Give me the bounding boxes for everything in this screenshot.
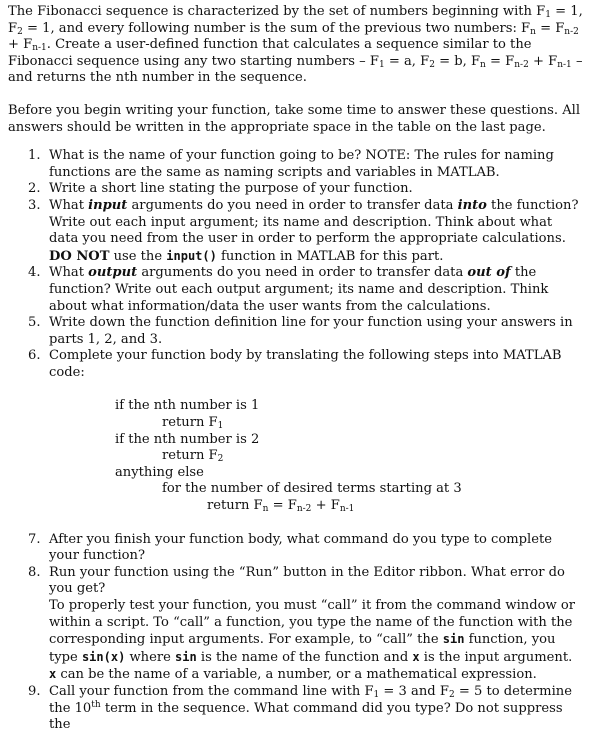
code-inline: sin: [175, 649, 197, 664]
question-text: where: [125, 649, 176, 665]
subscript: 2: [429, 59, 435, 70]
question-number: 7.: [28, 531, 41, 547]
question-text: What is the name of your function going to be? NOTE: The rules for naming functions are the same as naming scripts and variables in MATLAB.: [49, 148, 554, 180]
question-text: What: [49, 265, 89, 281]
question-list: [8, 148, 583, 734]
question-number: 6.: [28, 348, 41, 364]
pseudocode-line: [49, 415, 583, 432]
question-text: Complete your function body by translating the following steps into MATLAB code:: [49, 348, 562, 380]
question-text: function in MATLAB for this part.: [216, 248, 444, 264]
subscript: n-1: [32, 43, 47, 54]
subscript: n: [530, 26, 536, 37]
intro-text: = 1, and every following number is the sum of the previous two numbers: F: [22, 20, 531, 36]
question-item: [28, 532, 583, 565]
code-inline: sin: [442, 632, 465, 647]
pseudocode-line: [49, 448, 583, 465]
question-item: [28, 315, 583, 348]
intro-text: = a, F: [384, 53, 430, 69]
question-text: use the: [109, 248, 167, 264]
question-number: 2.: [28, 181, 41, 197]
question-item: [28, 265, 583, 315]
subscript: 1: [217, 421, 224, 432]
question-text: is the name of the function and: [196, 649, 413, 665]
subscript: 1: [373, 689, 380, 700]
superscript: th: [91, 699, 101, 710]
question-text: arguments do you need in order to transfer data: [127, 197, 458, 213]
emphasis-text: output: [88, 265, 138, 281]
subscript: n: [262, 504, 269, 515]
subscript: 1: [378, 59, 385, 70]
pseudocode-line: [49, 498, 583, 515]
emphasis-text: input: [88, 197, 128, 213]
question-text: What: [49, 197, 89, 213]
question-text: After you finish your function body, what command do you type to complete your function?: [49, 531, 553, 564]
intro-text: – and returns the nth number in the sequence.: [8, 53, 583, 86]
intro-text: = 1, F: [8, 4, 583, 36]
question-number: 5.: [28, 315, 41, 331]
pseudocode-block: [49, 398, 583, 514]
pseudocode-text: return F: [207, 498, 263, 514]
subscript: n: [480, 59, 486, 70]
question-text: function, you type: [49, 632, 556, 665]
subscript: n-2: [564, 26, 579, 37]
question-text: is the input argument.: [419, 649, 573, 665]
intro-text: = F: [485, 53, 515, 69]
subscript: n-2: [296, 504, 312, 515]
question-text: Write a short line stating the purpose of your function.: [49, 181, 413, 197]
emphasis-text: out of: [467, 265, 511, 281]
question-text: the function? Write out each output argument; its name and description. Think about what information/data the user wants from the calculations.: [49, 265, 549, 314]
subscript: n-1: [557, 59, 572, 70]
question-number: 8.: [28, 564, 41, 580]
question-text: Call your function from the command line with F: [49, 683, 374, 699]
question-item: [28, 684, 583, 734]
question-number: 4.: [28, 265, 41, 281]
code-inline: x: [49, 667, 57, 682]
intro-text: = b, F: [434, 53, 481, 69]
emphasis-text: DO NOT: [49, 248, 110, 264]
question-number: 1.: [28, 148, 41, 164]
subscript: 2: [17, 26, 23, 37]
pseudocode-text: return F: [162, 415, 218, 431]
emphasis-text: into: [457, 197, 487, 213]
code-inline: input(): [166, 248, 217, 263]
pseudocode-text: return F: [162, 448, 218, 464]
pseudocode-line: anything else: [115, 464, 204, 480]
question-number: 3.: [28, 197, 41, 213]
subscript: 2: [217, 454, 224, 465]
pseudocode-text: + F: [311, 498, 340, 514]
question-text: = 5 to determine the 10: [49, 683, 572, 716]
question-item: [28, 348, 583, 514]
intro-text: + F: [8, 37, 33, 53]
instructions-paragraph: Before you begin writing your function, take some time to answer these questions. All answers should be written in the appropriate space in the table on the last page.: [8, 102, 581, 135]
question-text: the function? Write out each input argument; its name and description. Think about what data you need from the user in order to perform the appropriate calculations.: [49, 197, 579, 247]
question-text: can be the name of a variable, a number, or a mathematical expression.: [56, 667, 537, 683]
question-text: Write down the function definition line for your function using your answers in parts 1, 2, and 3.: [49, 315, 573, 347]
code-inline: x: [412, 649, 420, 664]
question-item: [28, 565, 583, 684]
intro-paragraph: [8, 0, 583, 87]
pseudocode-line: for the number of desired terms starting at 3: [162, 481, 462, 497]
intro-text: . Create a user-defined function that calculates a sequence similar to the Fibonacci sequence using any two starting numbers – F: [8, 37, 532, 69]
intro-text: + F: [528, 53, 558, 69]
intro-text: = F: [535, 20, 565, 36]
question-text: To properly test your function, you must “call” it from the command window or within a script. To “call” a function, you type the name of the function with the corresponding input arguments. For example, to “call” the: [49, 598, 575, 648]
intro-text: The Fibonacci sequence is characterized by the set of numbers beginning with F: [8, 4, 546, 19]
pseudocode-text: = F: [268, 498, 297, 514]
question-text: term in the sequence. What command did you type? Do not suppress the: [49, 700, 563, 733]
question-explanation: [49, 598, 583, 684]
subscript: n-2: [514, 59, 529, 70]
question-text: arguments do you need in order to transfer data: [137, 265, 468, 281]
question-item: [28, 181, 583, 198]
question-text: = 3 and F: [379, 683, 449, 699]
question-item: [28, 148, 583, 181]
subscript: 2: [448, 689, 455, 700]
subscript: 1: [545, 10, 551, 20]
question-item: [28, 198, 583, 265]
question-text: Run your function using the “Run” button in the Editor ribbon. What error do you get?: [49, 564, 565, 597]
pseudocode-line: if the nth number is 2: [115, 431, 260, 447]
subscript: n-1: [339, 504, 355, 515]
question-number: 9.: [28, 683, 41, 699]
code-inline: sin(x): [81, 649, 126, 664]
pseudocode-line: if the nth number is 1: [115, 398, 260, 414]
